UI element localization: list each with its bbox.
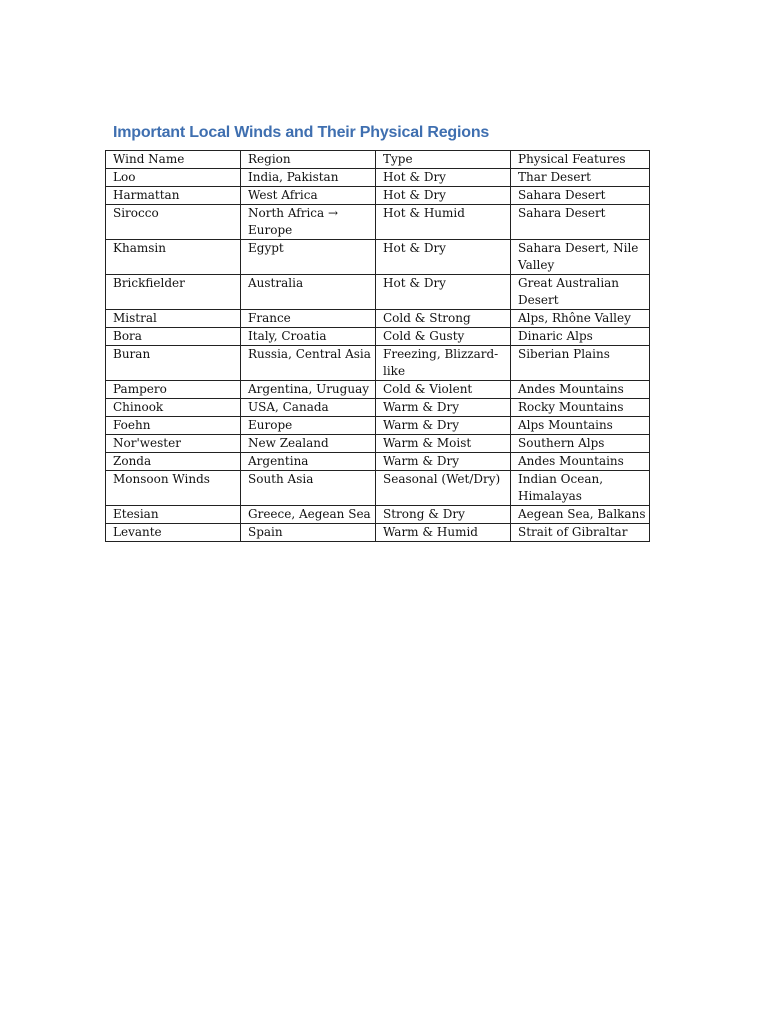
cell-wind-name: Bora [106,328,241,346]
cell-wind-name: Monsoon Winds [106,471,241,506]
cell-region: Spain [241,524,376,542]
cell-region: Russia, Central Asia [241,346,376,381]
table-row [106,435,650,453]
cell-wind-name: Pampero [106,381,241,399]
table-row [106,328,650,346]
cell-physical-features: Andes Mountains [511,453,650,471]
cell-type: Cold & Gusty [376,328,511,346]
cell-wind-name: Brickfielder [106,275,241,310]
cell-region: New Zealand [241,435,376,453]
cell-physical-features: Rocky Mountains [511,399,650,417]
cell-region: Argentina [241,453,376,471]
cell-type: Cold & Strong [376,310,511,328]
cell-type: Strong & Dry [376,506,511,524]
header-wind-name: Wind Name [106,151,241,169]
cell-type: Cold & Violent [376,381,511,399]
cell-region: France [241,310,376,328]
cell-region: USA, Canada [241,399,376,417]
cell-region: Argentina, Uruguay [241,381,376,399]
cell-wind-name: Buran [106,346,241,381]
document-title: Important Local Winds and Their Physical Regions [113,124,490,141]
table-row [106,240,650,275]
cell-physical-features: Thar Desert [511,169,650,187]
table-row [106,346,650,381]
cell-wind-name: Harmattan [106,187,241,205]
cell-region: Egypt [241,240,376,275]
table-row [106,169,650,187]
table-row [106,417,650,435]
cell-type: Warm & Dry [376,399,511,417]
cell-wind-name: Zonda [106,453,241,471]
table-row [106,453,650,471]
cell-wind-name: Khamsin [106,240,241,275]
cell-physical-features: Dinaric Alps [511,328,650,346]
cell-physical-features: Southern Alps [511,435,650,453]
table-row [106,524,650,542]
table-row [106,381,650,399]
header-type: Type [376,151,511,169]
cell-wind-name: Foehn [106,417,241,435]
cell-physical-features: Aegean Sea, Balkans [511,506,650,524]
cell-type: Warm & Moist [376,435,511,453]
cell-physical-features: Andes Mountains [511,381,650,399]
cell-type: Hot & Dry [376,187,511,205]
cell-region: Italy, Croatia [241,328,376,346]
cell-type: Hot & Humid [376,205,511,240]
table-header-row [106,151,650,169]
table-row [106,205,650,240]
cell-wind-name: Etesian [106,506,241,524]
table-row [106,310,650,328]
table-row [106,471,650,506]
cell-type: Warm & Dry [376,453,511,471]
cell-physical-features: Indian Ocean, Himalayas [511,471,650,506]
cell-region: North Africa → Europe [241,205,376,240]
cell-region: South Asia [241,471,376,506]
cell-region: Australia [241,275,376,310]
cell-region: Greece, Aegean Sea [241,506,376,524]
table-row [106,187,650,205]
cell-region: West Africa [241,187,376,205]
cell-type: Hot & Dry [376,169,511,187]
cell-wind-name: Loo [106,169,241,187]
local-winds-table [105,150,650,542]
header-physical-features: Physical Features [511,151,650,169]
table-row [106,506,650,524]
cell-type: Warm & Dry [376,417,511,435]
cell-region: Europe [241,417,376,435]
cell-physical-features: Alps, Rhône Valley [511,310,650,328]
table-row [106,275,650,310]
cell-wind-name: Nor'wester [106,435,241,453]
cell-region: India, Pakistan [241,169,376,187]
cell-physical-features: Great Australian Desert [511,275,650,310]
cell-type: Freezing, Blizzard-like [376,346,511,381]
cell-wind-name: Chinook [106,399,241,417]
cell-physical-features: Sahara Desert [511,187,650,205]
cell-physical-features: Siberian Plains [511,346,650,381]
table-row [106,399,650,417]
cell-wind-name: Levante [106,524,241,542]
cell-type: Hot & Dry [376,275,511,310]
cell-physical-features: Sahara Desert [511,205,650,240]
cell-physical-features: Alps Mountains [511,417,650,435]
cell-wind-name: Sirocco [106,205,241,240]
cell-physical-features: Sahara Desert, Nile Valley [511,240,650,275]
cell-type: Warm & Humid [376,524,511,542]
cell-type: Seasonal (Wet/Dry) [376,471,511,506]
header-region: Region [241,151,376,169]
cell-type: Hot & Dry [376,240,511,275]
cell-wind-name: Mistral [106,310,241,328]
cell-physical-features: Strait of Gibraltar [511,524,650,542]
